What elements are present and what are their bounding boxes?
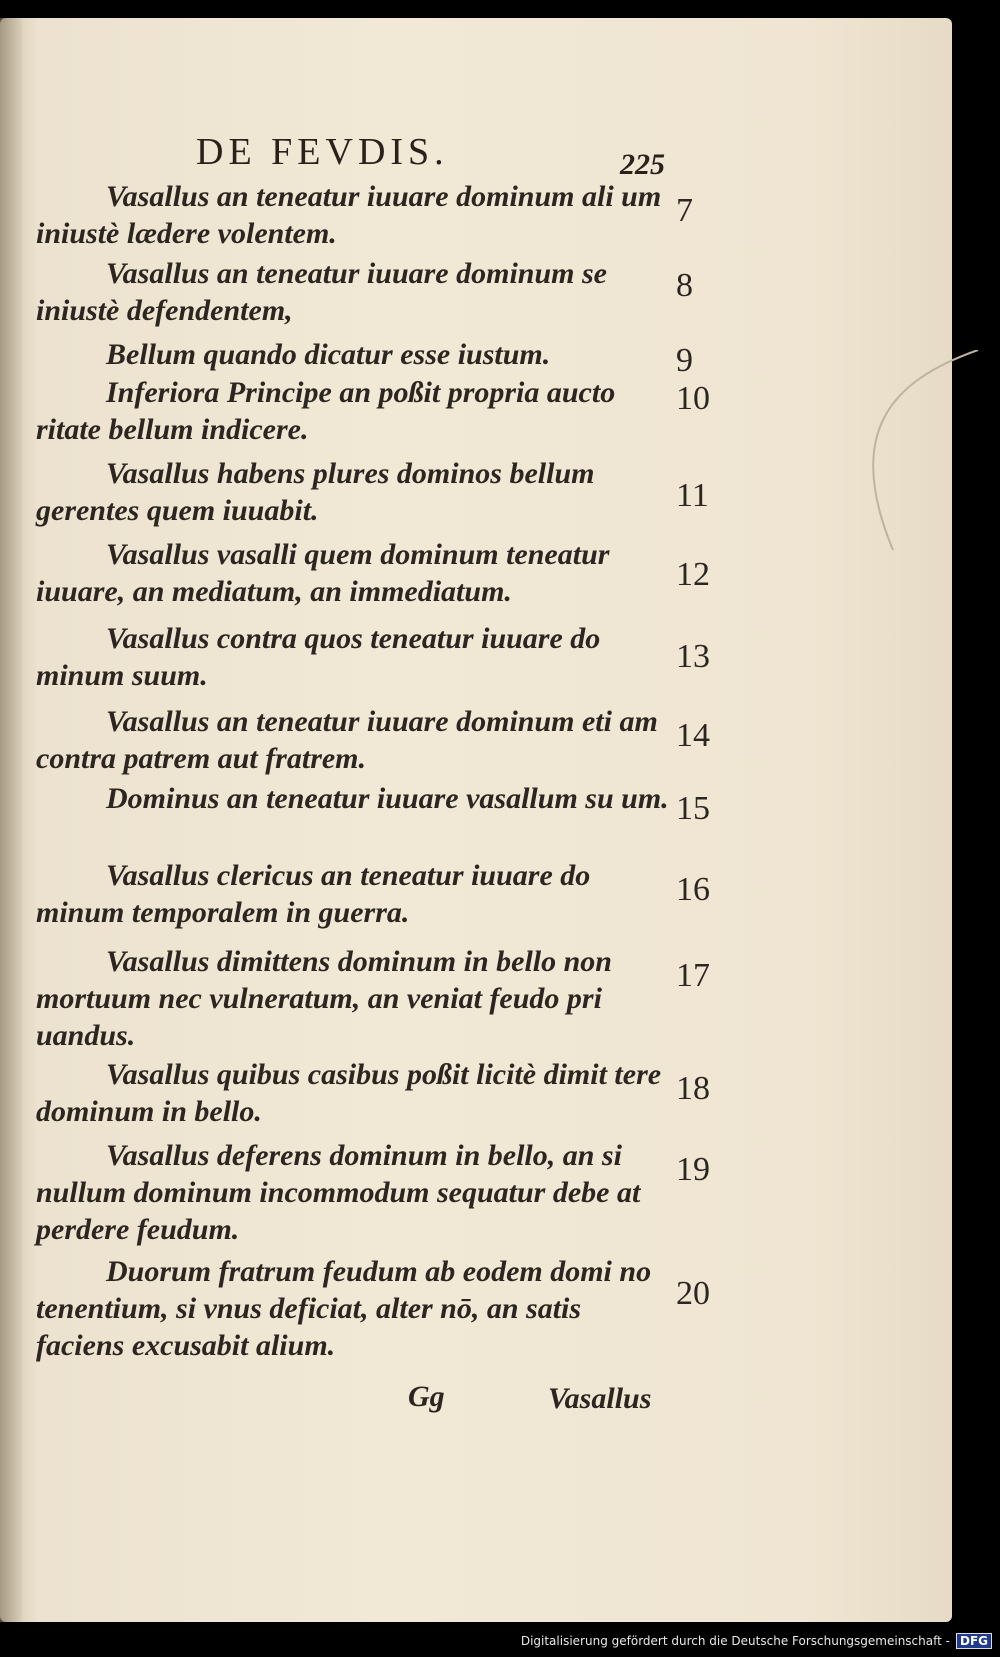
entry-number: 9	[676, 342, 693, 379]
catchword: Vasallus	[548, 1382, 652, 1415]
entry-text: Vasallus an teneatur iuuare dominum se iniustè defendentem,	[36, 257, 607, 327]
page-number: 225	[620, 148, 665, 181]
entry-text: Vasallus vasalli quem dominum teneatur iuuare, an mediatum, an immediatum.	[36, 538, 610, 608]
entry-text: Vasallus clericus an teneatur iuuare do minum temporalem in guerra.	[36, 859, 591, 929]
entry-number: 16	[676, 871, 710, 908]
entry-text: Vasallus dimittens dominum in bello non mortuum nec vulneratum, an veniat feudo pri uandus.	[36, 945, 612, 1052]
entry-number: 7	[676, 192, 693, 229]
signature-mark: Gg	[408, 1380, 445, 1413]
entry-text: Vasallus an teneatur iuuare dominum ali um iniustè lædere volentem.	[36, 180, 662, 250]
entry-number: 10	[676, 380, 710, 417]
entry-number: 14	[676, 717, 710, 754]
entry-number: 17	[676, 957, 710, 994]
entry-number: 15	[676, 790, 710, 827]
entry-number: 18	[676, 1070, 710, 1107]
entry-number: 19	[676, 1151, 710, 1188]
attribution-text: Digitalisierung gefördert durch die Deutsche Forschungsgemeinschaft -	[520, 1634, 950, 1648]
running-head: DE FEVDIS.	[196, 131, 449, 173]
entry-number: 12	[676, 556, 710, 593]
entry-text: Vasallus deferens dominum in bello, an si nullum dominum incommodum sequatur debe at perdere feudum.	[36, 1139, 641, 1246]
entry-number: 11	[676, 477, 709, 514]
attribution-bar	[521, 1631, 992, 1651]
entry-text: Duorum fratrum feudum ab eodem domi no tenentium, si vnus deficiat, alter nō, an satis faciens excusabit alium.	[36, 1255, 652, 1362]
entry-text: Vasallus an teneatur iuuare dominum eti am contra patrem aut fratrem.	[36, 705, 658, 775]
entry-text: Bellum quando dicatur esse iustum.	[106, 338, 551, 371]
entry-text: Vasallus habens plures dominos bellum gerentes quem iuuabit.	[36, 457, 595, 527]
entry-text: Vasallus quibus casibus poßit licitè dimit tere dominum in bello.	[36, 1058, 662, 1128]
entry-number: 20	[676, 1275, 710, 1312]
entry-number: 8	[676, 267, 693, 304]
pencil-stroke-decoration	[833, 350, 983, 550]
entry-number: 13	[676, 638, 710, 675]
entry-text: Inferiora Principe an poßit propria aucto ritate bellum indicere.	[36, 376, 616, 446]
entry-text: Dominus an teneatur iuuare vasallum su um.	[106, 782, 669, 815]
entry-text: Vasallus contra quos teneatur iuuare do minum suum.	[36, 622, 601, 692]
page-gutter-shadow	[0, 18, 22, 1622]
dfg-logo: DFG	[956, 1633, 992, 1649]
